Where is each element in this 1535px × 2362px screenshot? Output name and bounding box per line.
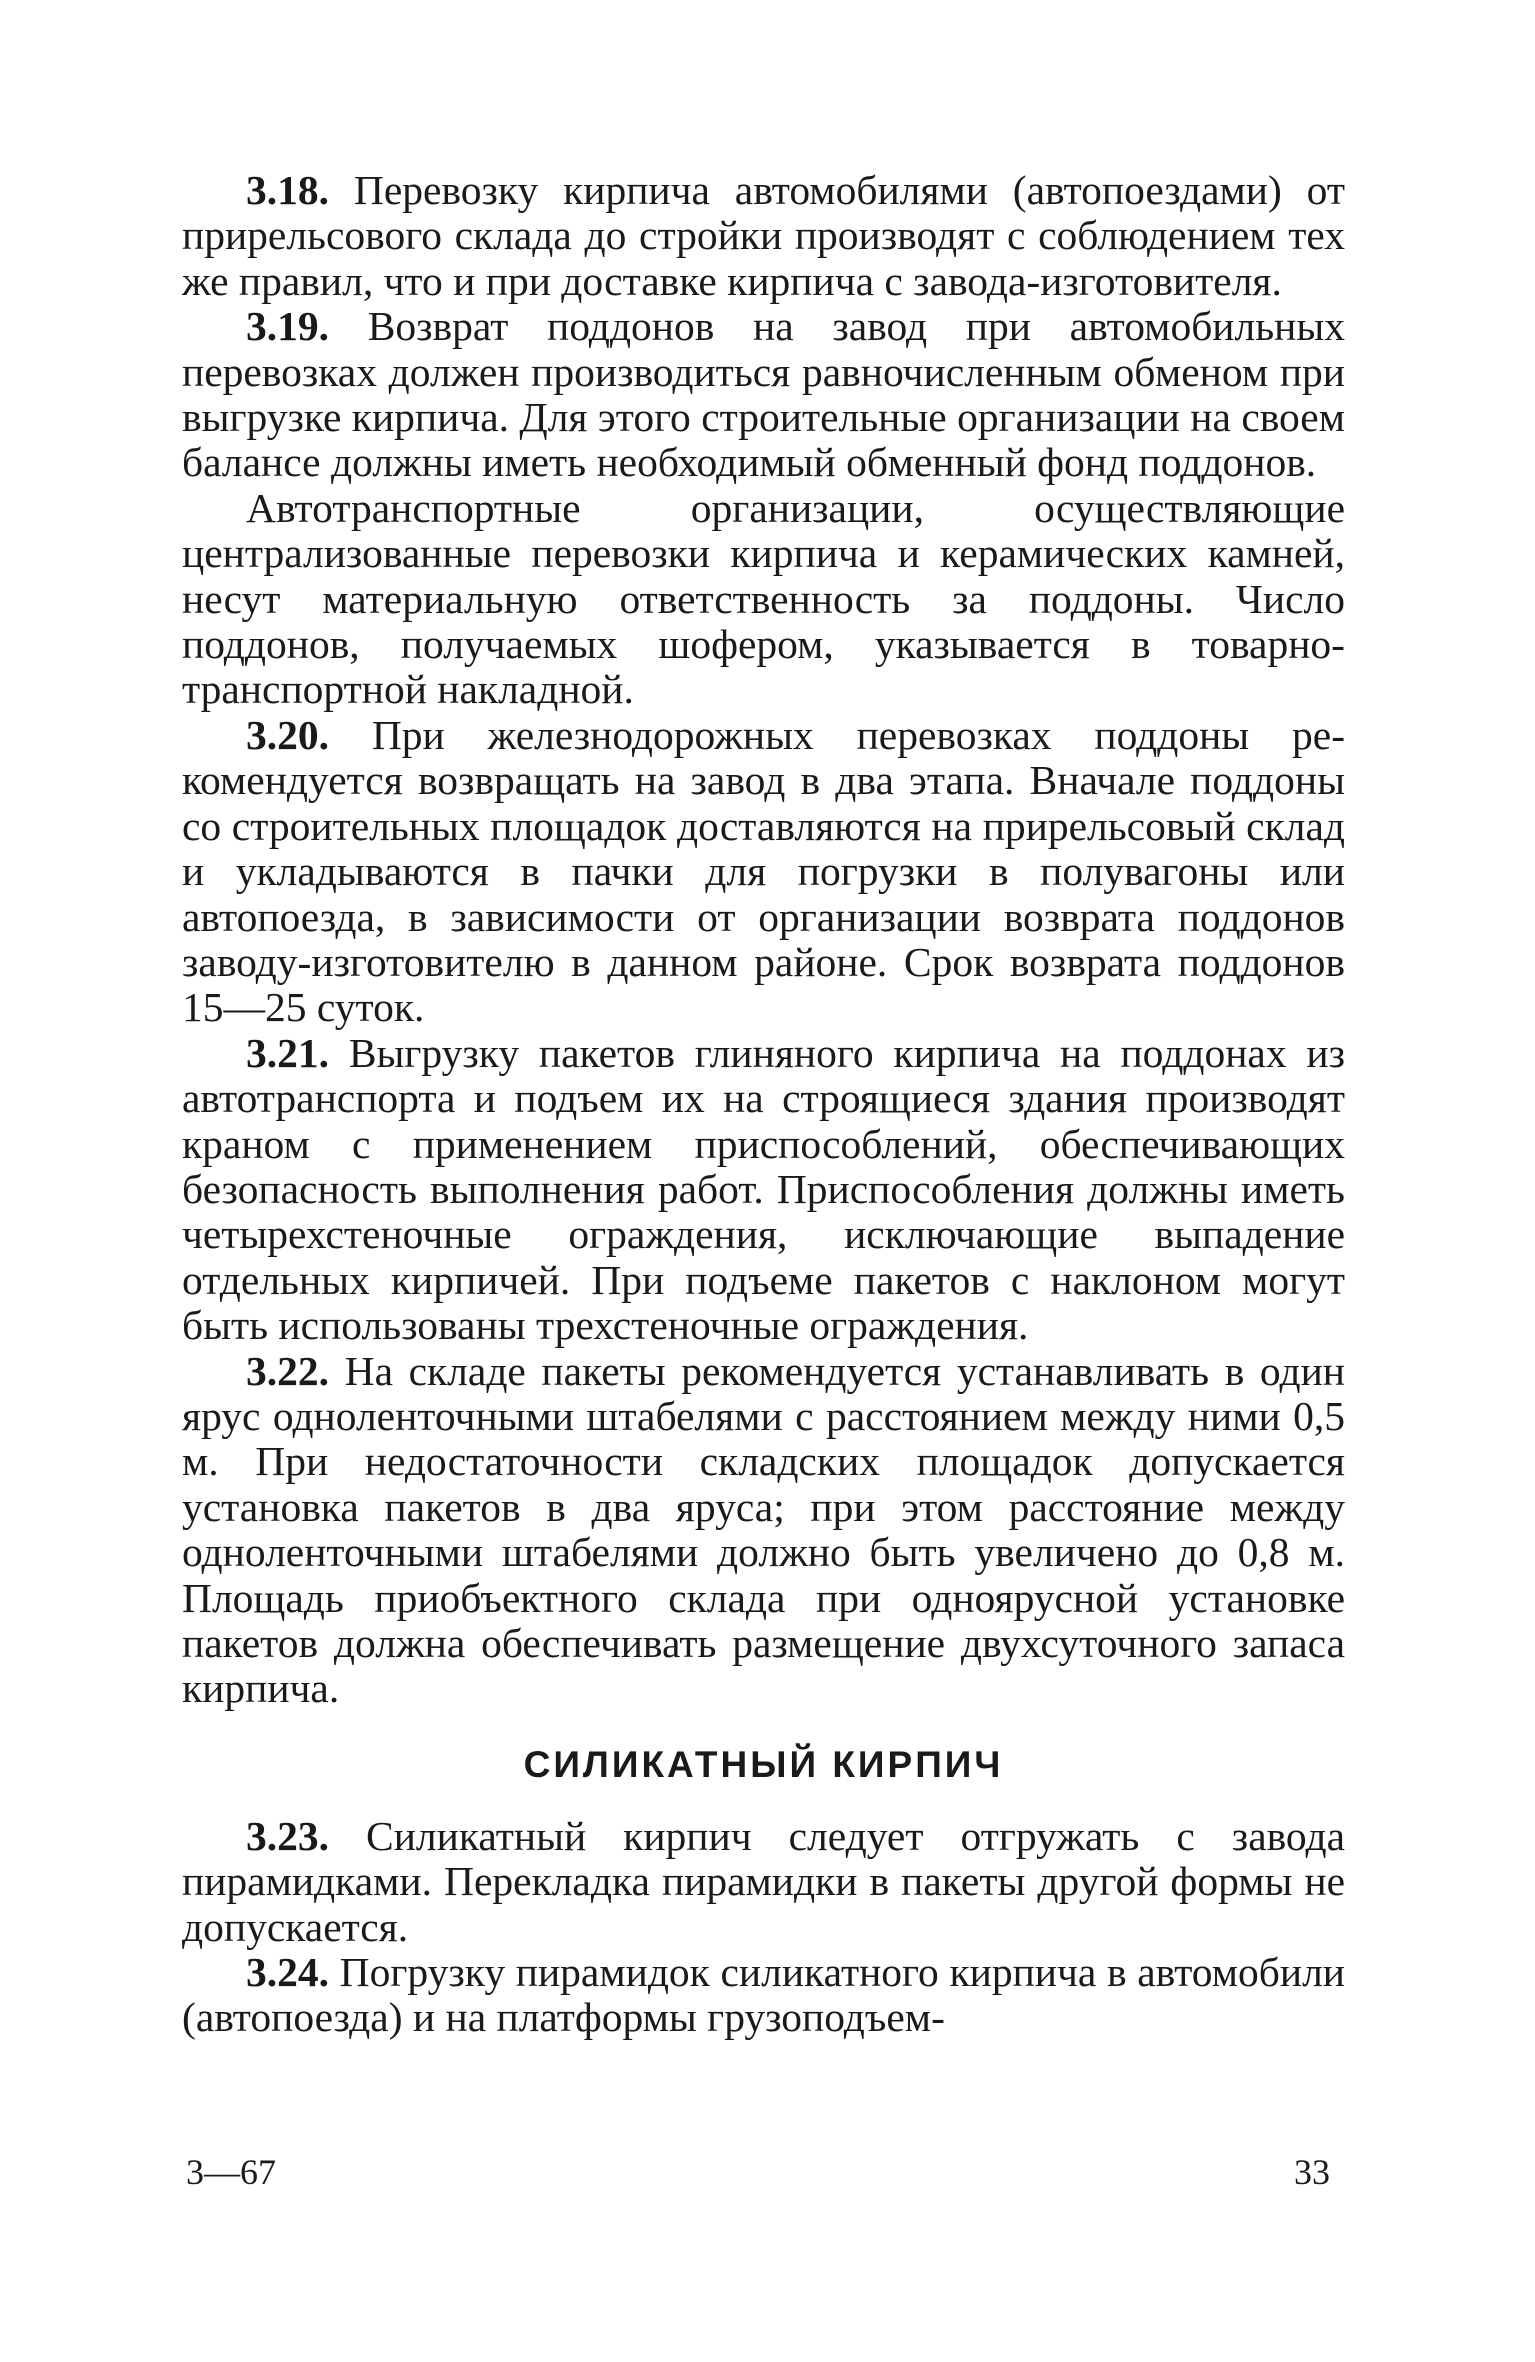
paragraph-3-20 xyxy=(182,713,1345,1031)
paragraph-3-23 xyxy=(182,1814,1345,1950)
paragraph-3-24 xyxy=(182,1950,1345,2041)
paragraph-number: 3.24. xyxy=(246,1949,329,1996)
paragraph-3-21 xyxy=(182,1031,1345,1349)
printer-signature: 3—67 xyxy=(186,2152,276,2192)
paragraph-number: 3.20. xyxy=(246,711,329,758)
paragraph-3-19 xyxy=(182,304,1345,486)
paragraph-number: 3.23. xyxy=(246,1812,329,1859)
paragraph-number: 3.19. xyxy=(246,303,329,350)
paragraph-text: Автотранспортные организации, осуществляющие централизованные перевозки кирпича и керамических камней, несут материальную ответственность за поддоны. Число поддонов, получаемых шофером, указывается в товарно-транспортной накладной. xyxy=(182,484,1345,713)
paragraph-number: 3.18. xyxy=(246,167,329,213)
paragraph-text: Выгрузку пакетов глиняного кирпича на поддонах из автотранспорта и подъем их на строящиеся здания производят краном с применением приспособлений, обеспечивающих безопасность выполнения работ. Приспособления должны иметь четырехстеночные ограждения, исключающие выпадение отдельных кирпичей. При подъеме пакетов с наклоном могут быть использованы трехстеночные ограждения. xyxy=(182,1029,1345,1349)
paragraph-text: Погрузку пирамидок силикатного кирпича в автомобили (автопоезда) и на платформы грузоподъем- xyxy=(182,1949,1345,2041)
paragraph-text: Перевозку кирпича автомобилями (автопоездами) от прирельсового склада до стройки производят с соблюдением тех же правил, что и при доставке кирпича с завода-изготовителя. xyxy=(182,167,1345,304)
paragraph-text: При железнодорожных перевозках поддоны рекомендуется возвращать на завод в два этапа. Вначале поддоны со строительных площадок доставляются на прирельсовый склад и укладываются в пачки для погрузки в полувагоны или автопоезда, в зависимости от организации возврата поддонов заводу-изготовителю в данном районе. Срок возврата поддонов 15—25 суток. xyxy=(182,711,1346,1031)
section-heading: СИЛИКАТНЫЙ КИРПИЧ xyxy=(523,1743,1004,1785)
page-number: 33 xyxy=(1294,2152,1330,2192)
paragraph-number: 3.22. xyxy=(246,1347,329,1394)
paragraph-text: Возврат поддонов на завод при автомобильных перевозках должен производиться равночисленным обменом при выгрузке кирпича. Для этого строительные организации на своем балансе должны иметь необходимый обменный фонд поддонов. xyxy=(182,303,1345,486)
body-text xyxy=(182,168,1345,2041)
paragraph-3-19-continued xyxy=(182,486,1345,713)
paragraph-text: Силикатный кирпич следует отгружать с завода пирамидками. Перекладка пирамидки в пакеты другой формы не допускается. xyxy=(182,1812,1346,1950)
paragraph-text: На складе пакеты рекомендуется устанавливать в один ярус одноленточными штабелями с расстоянием между ними 0,5 м. При недостаточности складских площадок допускается установка пакетов в два яруса; при этом расстояние между одноленточными штабелями должно быть увеличено до 0,8 м. Площадь приобъектного склада при одноярусной установке пакетов должна обеспечивать размещение двухсуточного запаса кирпича. xyxy=(182,1347,1345,1712)
paragraph-number: 3.21. xyxy=(246,1029,329,1076)
paragraph-3-18 xyxy=(182,168,1345,304)
paragraph-3-22 xyxy=(182,1349,1345,1712)
